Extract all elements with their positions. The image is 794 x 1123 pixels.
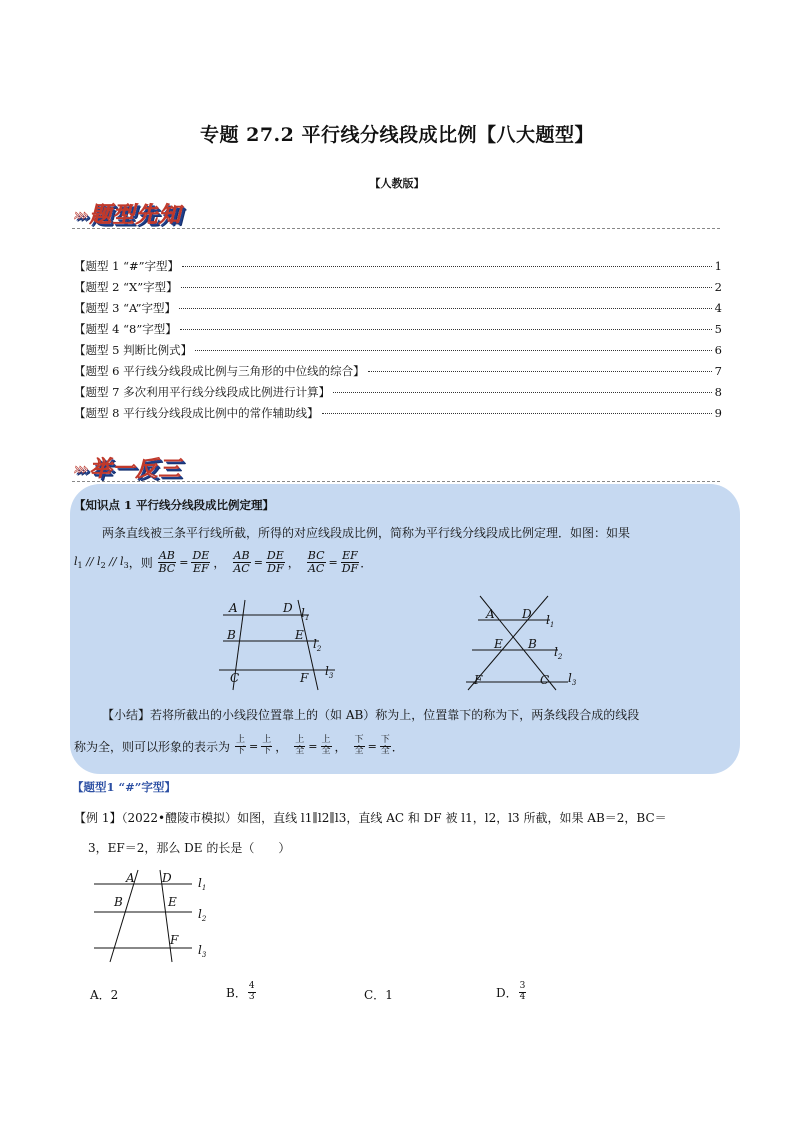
toc-entry-label: 【题型 2 “X”字型】 [74,280,178,294]
toc-page-number: 5 [714,322,722,336]
label-e: E [168,895,177,909]
arrows-icon: ››› [74,206,87,224]
toc-page-number: 7 [714,364,722,378]
proportion-equation: $\frac{AB}{BC}$ = $\frac{DE}{EF}$ ， [158,549,226,576]
toc-entry-label: 【题型 6 平行线分线段成比例与三角形的中位线的综合】 [74,364,365,378]
fraction: $\frac{\text{上}}{\text{下}}$ [236,735,246,756]
svg-text:l3 [568,671,577,687]
toc-leader [195,350,712,351]
example-type-heading: 【题型1 “#”字型】 [72,780,176,794]
knowledge-line-2: $l_1 // l_2 // l_3$ ，则 $\frac{AB}{BC}$ = $\frac{DE}{EF}$ ， $\frac{AB}{AC}$ = $\frac{DE}{DF}$ ， $\frac{BC}{AC}$ = $\frac{EF}{DF}$ ． [74,549,373,576]
proportion-equation: $\frac{\text{下}}{\text{全}}$ = $\frac{\text{下}}{\text{全}}$ [354,735,390,756]
label-l3: l [198,943,202,957]
toc-entry-label: 【题型 4 “8”字型】 [74,322,177,336]
choice-d-fraction: $\frac{3}{4}$ [519,981,526,1002]
fraction: $\frac{\text{上}}{\text{下}}$ [262,735,272,756]
label-l3: l [568,671,572,685]
label-l2-sub: 2 [316,645,322,653]
label-b: B [227,628,236,642]
label-l2: l [313,637,317,651]
divider [72,228,720,229]
label-l3-sub: 3 [571,679,577,687]
label-a: A [486,607,495,621]
toc-leader [180,329,712,330]
toc-entry[interactable] [74,342,722,363]
toc-entry[interactable] [74,258,722,279]
label-b: B [114,895,123,909]
label-l2: l [554,645,558,659]
label-l2-sub: 2 [201,915,207,923]
page-title: 专题 27.2 平行线分线段成比例【八大题型】 [199,124,594,146]
fraction: $\frac{DE}{DF}$ [266,549,284,576]
toc-page-number: 1 [714,259,722,273]
label-l1: l [198,876,202,890]
label-b: B [528,637,537,651]
summary-line-1: 【小结】若将所截出的小线段位置靠上的（如 AB）称为上，位置靠下的称为下，两条线段合成的线段 [102,708,640,722]
svg-text:l2 [313,637,322,653]
label-e: E [494,637,503,651]
diagram-parallel-lines-2 [458,594,588,694]
banner-text: 题型先知 [89,203,182,228]
toc-leader [182,266,712,267]
label-f: F [170,933,179,947]
label-l1-sub: 1 [304,614,310,622]
proportion-equation: $\frac{\text{上}}{\text{全}}$ = $\frac{\text{上}}{\text{全}}$ ， [295,735,347,756]
toc-page-number: 8 [714,385,722,399]
toc-page-number: 6 [714,343,722,357]
svg-text:l2 [554,645,563,661]
toc-entry[interactable] [74,279,722,300]
toc-page-number: 9 [714,406,722,420]
toc-entry[interactable] [74,321,722,342]
label-l1-sub: 1 [201,884,207,892]
toc-leader [368,371,712,372]
label-a: A [126,871,135,885]
proportion-equation: $\frac{BC}{AC}$ = $\frac{EF}{DF}$ [307,549,359,576]
label-l3: l [325,664,329,678]
example-line-1: 【例 1】（2022•醴陵市模拟）如图，直线 l1∥l2∥l3，直线 AC 和 DF 被 l1，l2，l3 所截，如果 AB＝2，BC＝ [74,811,667,825]
label-l1: l [301,606,305,620]
knowledge-line-1: 两条直线被三条平行线所截，所得的对应线段成比例，简称为平行线分线段成比例定理．如图：如果 [102,526,631,540]
divider [72,481,720,482]
label-a: A [229,601,238,615]
toc-entry[interactable] [74,300,722,321]
fraction: $\frac{\text{上}}{\text{全}}$ [321,735,331,756]
diagram-example-1 [88,868,228,963]
label-l1: l [546,613,550,627]
choice-b[interactable]: B． $\frac{4}{3}$ [226,981,255,1002]
label-l2-sub: 2 [557,653,563,661]
choice-b-fraction: $\frac{4}{3}$ [248,981,255,1002]
diagram-parallel-lines-1 [215,598,345,693]
fraction: $\frac{\text{下}}{\text{全}}$ [380,735,390,756]
choice-a[interactable]: A．2 [90,988,119,1002]
svg-text:l3 [198,943,207,959]
label-e: E [295,628,304,642]
toc-page-number: 4 [714,301,722,315]
summary-line-2: 称为全，则可以形象的表示为 $\frac{\text{上}}{\text{下}}$ = $\frac{\text{上}}{\text{下}}$ ， $\frac{\text{上}}{\text{全}}$ = $\frac{\text{上}}{\text{全}}$ ， $\frac{\text{下}}{\text{全}}$ = $\frac{\text{下}}{\text{全}}$ ． [74,735,404,756]
toc-leader [179,308,712,309]
label-c: C [540,673,550,687]
toc-entry-label: 【题型 3 “A”字型】 [74,301,176,315]
toc-leader [181,287,712,288]
toc-leader [333,392,712,393]
label-l2: l [198,907,202,921]
toc-entry[interactable] [74,363,722,384]
example-line-2: 3，EF＝2，那么 DE 的长是（ ） [88,841,291,855]
label-f: F [474,673,483,687]
knowledge-heading: 【知识点 1 平行线分线段成比例定理】 [74,498,275,512]
fraction: $\frac{AB}{BC}$ [158,549,176,576]
label-d: D [283,601,293,615]
banner-text: 举一反三 [89,457,182,482]
toc-page-number: 2 [714,280,722,294]
toc-entry[interactable] [74,405,722,426]
svg-text:l1 [546,613,554,629]
label-d: D [162,871,172,885]
svg-text:l3 [325,664,334,680]
toc-entry-label: 【题型 8 平行线分线段成比例中的常作辅助线】 [74,406,319,420]
svg-text:l1 [301,606,309,622]
summary-lead: 称为全，则可以形象的表示为 [74,739,231,754]
svg-text:l2 [198,907,207,923]
fraction: $\frac{BC}{AC}$ [307,549,325,576]
toc-entry-label: 【题型 1 “#”字型】 [74,259,180,273]
section-banner-preview [74,198,182,229]
edition-label: 【人教版】 [369,177,425,190]
choice-d[interactable]: D． $\frac{3}{4}$ [496,981,526,1002]
arrows-icon: ››› [74,460,87,478]
fraction: $\frac{AB}{AC}$ [233,549,250,576]
label-l3-sub: 3 [201,951,207,959]
svg-text:l1 [198,876,206,892]
toc-entry-label: 【题型 5 判断比例式】 [74,343,193,357]
fraction: $\frac{EF}{DF}$ [341,549,359,576]
toc-entry-label: 【题型 7 多次利用平行线分线段成比例进行计算】 [74,385,331,399]
proportion-equation: $\frac{\text{上}}{\text{下}}$ = $\frac{\text{上}}{\text{下}}$ ， [236,735,288,756]
fraction: $\frac{DE}{EF}$ [192,549,210,576]
label-l3-sub: 3 [328,672,334,680]
fraction: $\frac{\text{上}}{\text{全}}$ [295,735,305,756]
toc-entry[interactable] [74,384,722,405]
table-of-contents [74,258,722,426]
label-f: F [300,671,309,685]
label-d: D [522,607,532,621]
label-l1-sub: 1 [549,621,555,629]
label-c: C [230,671,240,685]
proportion-equation: $\frac{AB}{AC}$ = $\frac{DE}{DF}$ ， [233,549,300,576]
choice-c[interactable]: C．1 [364,988,393,1002]
section-banner-examples [74,452,182,483]
fraction: $\frac{\text{下}}{\text{全}}$ [354,735,364,756]
toc-leader [322,413,712,414]
